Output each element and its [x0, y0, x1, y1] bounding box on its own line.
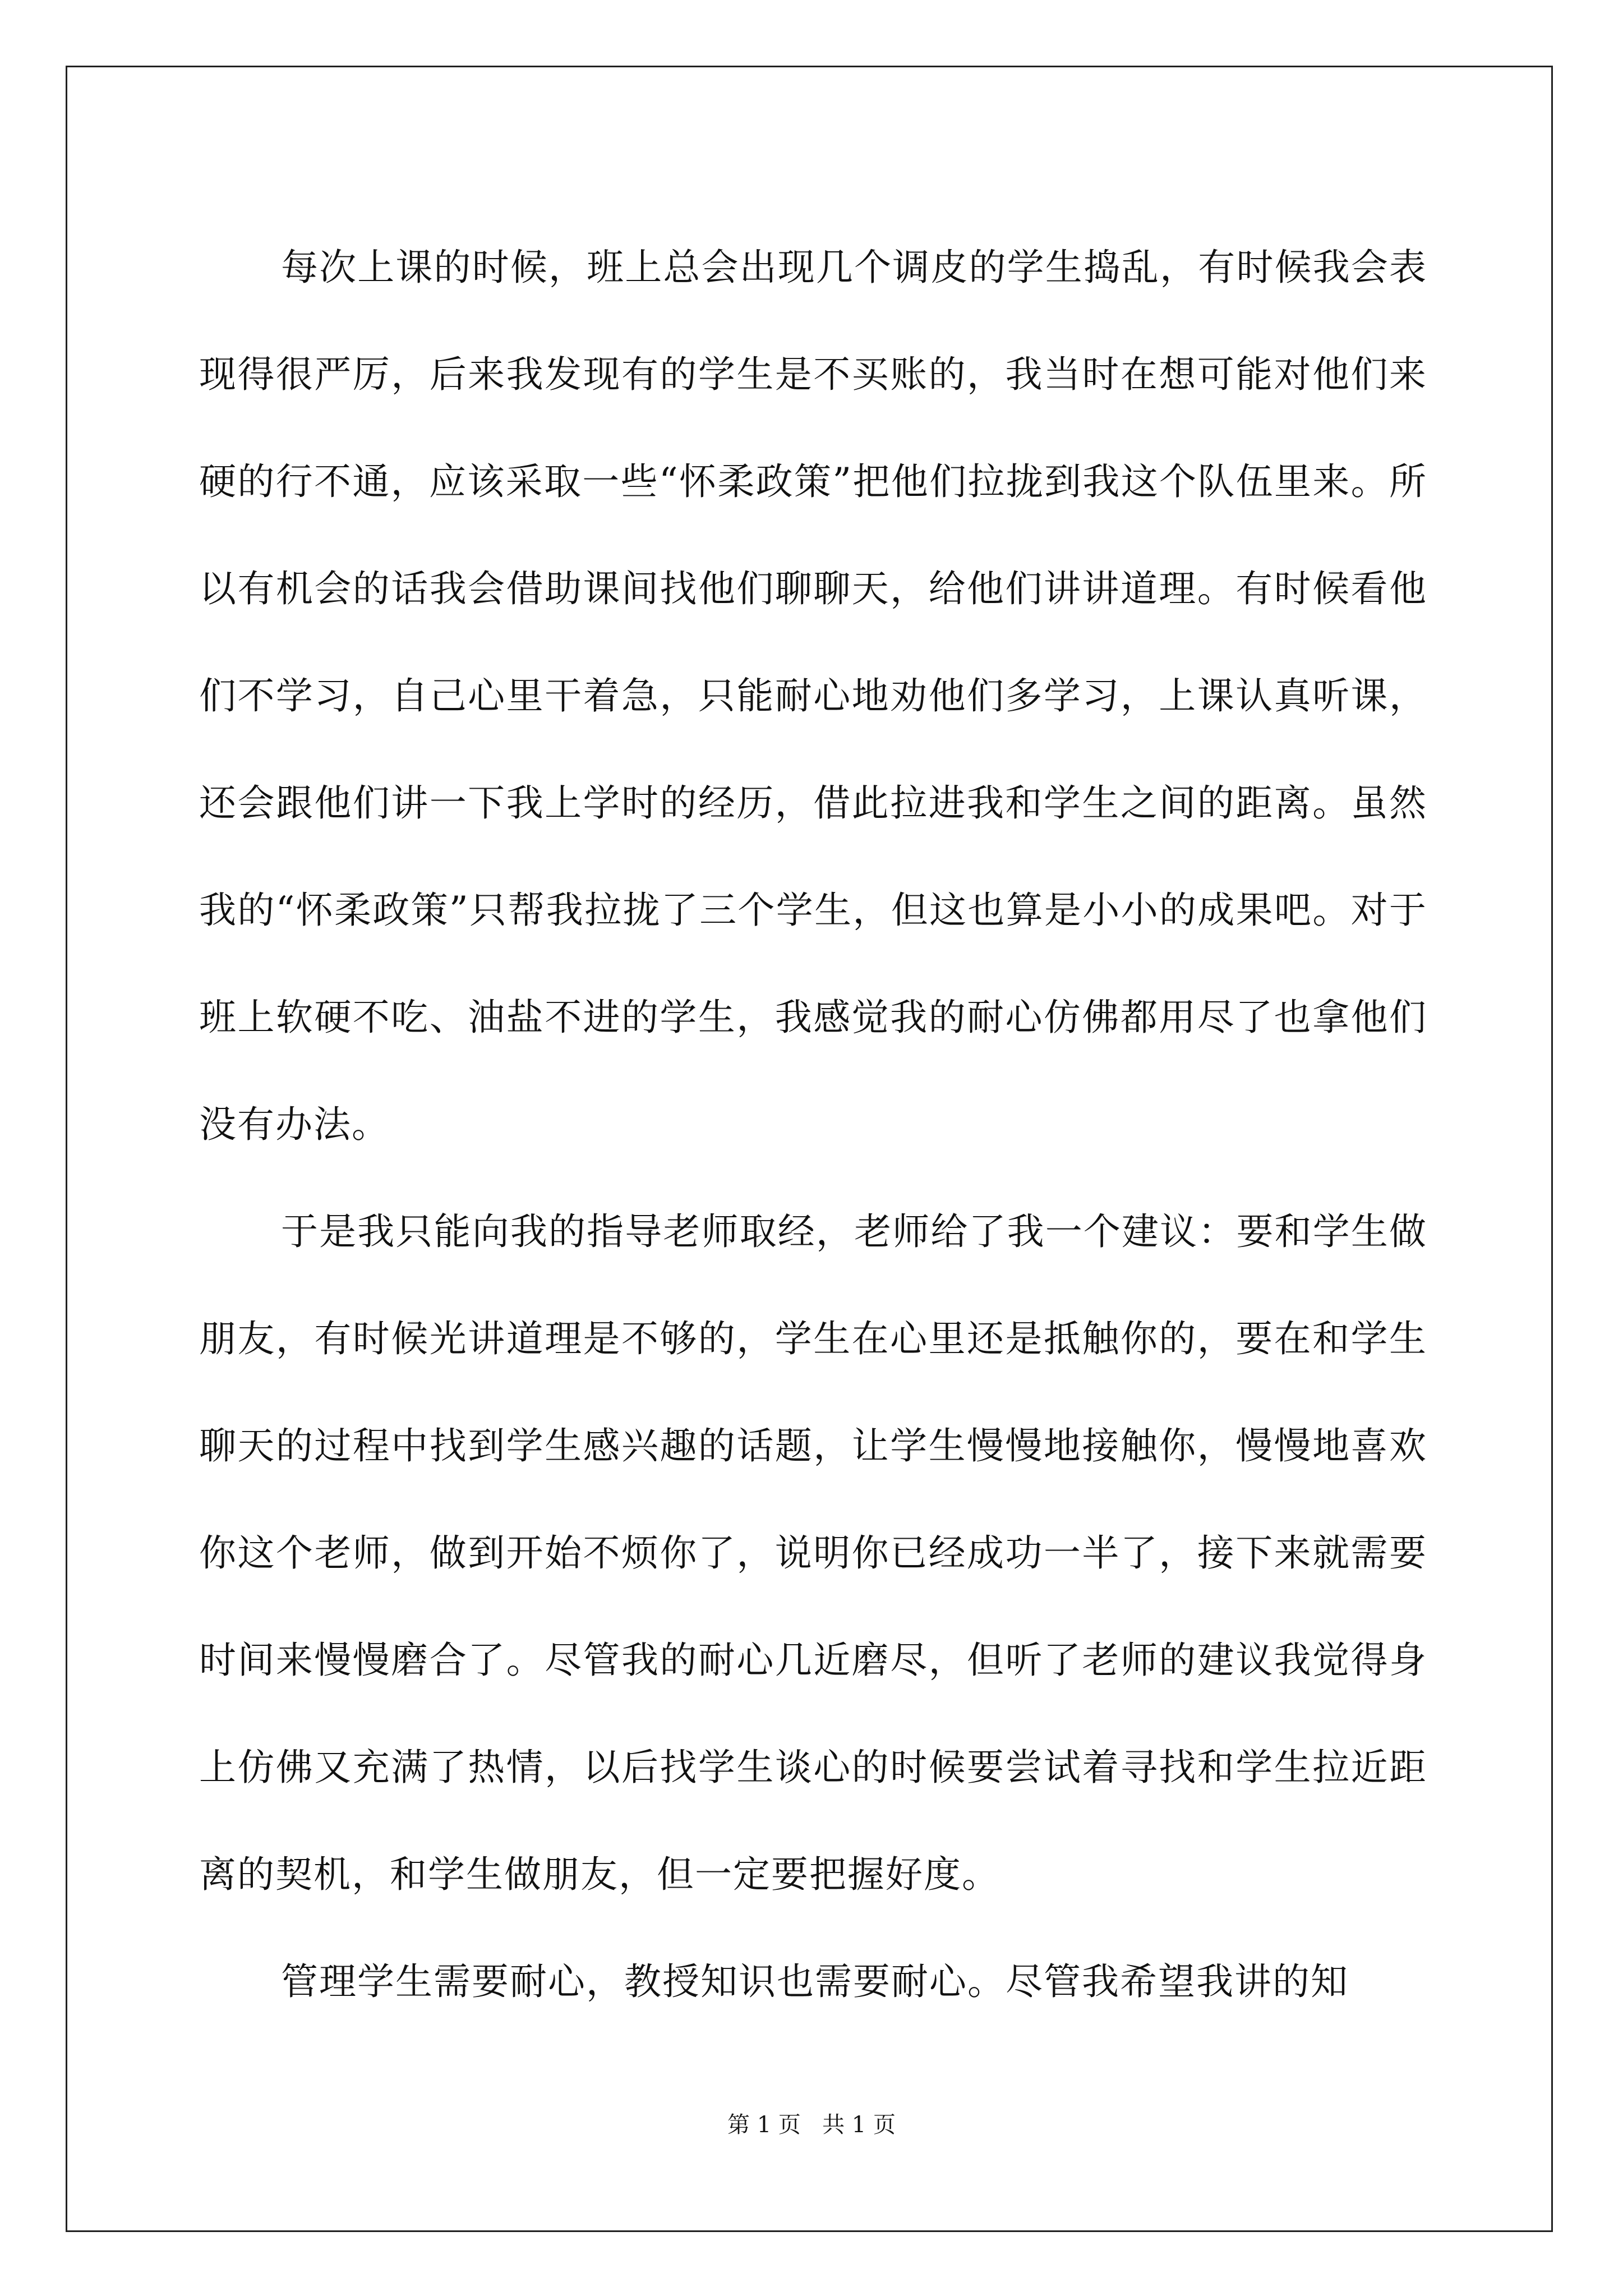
paragraph: 于是我只能向我的指导老师取经，老师给了我一个建议：要和学生做朋友，有时候光讲道理是不够的，学生在心里还是抵触你的，要在和学生聊天的过程中找到学生感兴趣的话题，让学生慢慢地接触你，慢慢地喜欢你这个老师，做到开始不烦你了，说明你已经成功一半了，接下来就需要时间来慢慢磨合了。尽管我的耐心几近磨尽，但听了老师的建议我觉得身上仿佛又充满了热情，以后找学生谈心的时候要尝试着寻找和学生拉近距离的契机，和学生做朋友，但一定要把握好度。 — [199, 1210, 1427, 1896]
page-total: 共 1 页 — [822, 2112, 896, 2138]
paragraph: 每次上课的时候，班上总会出现几个调皮的学生捣乱，有时候我会表现得很严厉，后来我发现有的学生是不买账的，我当时在想可能对他们来硬的行不通，应该采取一些“怀柔政策”把他们拉拢到我这个队伍里来。所以有机会的话我会借助课间找他们聊聊天，给他们讲讲道理。有时候看他们不学习，自己心里干着急，只能耐心地劝他们多学习，上课认真听课，还会跟他们讲一下我上学时的经历，借此拉进我和学生之间的距离。虽然我的“怀柔政策”只帮我拉拢了三个学生，但这也算是小小的成果吧。对于班上软硬不吃、油盐不进的学生，我感觉我的耐心仿佛都用尽了也拿他们没有办法。 — [199, 246, 1427, 1146]
page-number: 第 1 页 — [727, 2112, 801, 2138]
document-body — [199, 214, 1427, 2035]
page-footer — [0, 2107, 1623, 2139]
paragraph: 管理学生需要耐心，教授知识也需要耐心。尽管我希望我讲的知 — [281, 1960, 1349, 2003]
